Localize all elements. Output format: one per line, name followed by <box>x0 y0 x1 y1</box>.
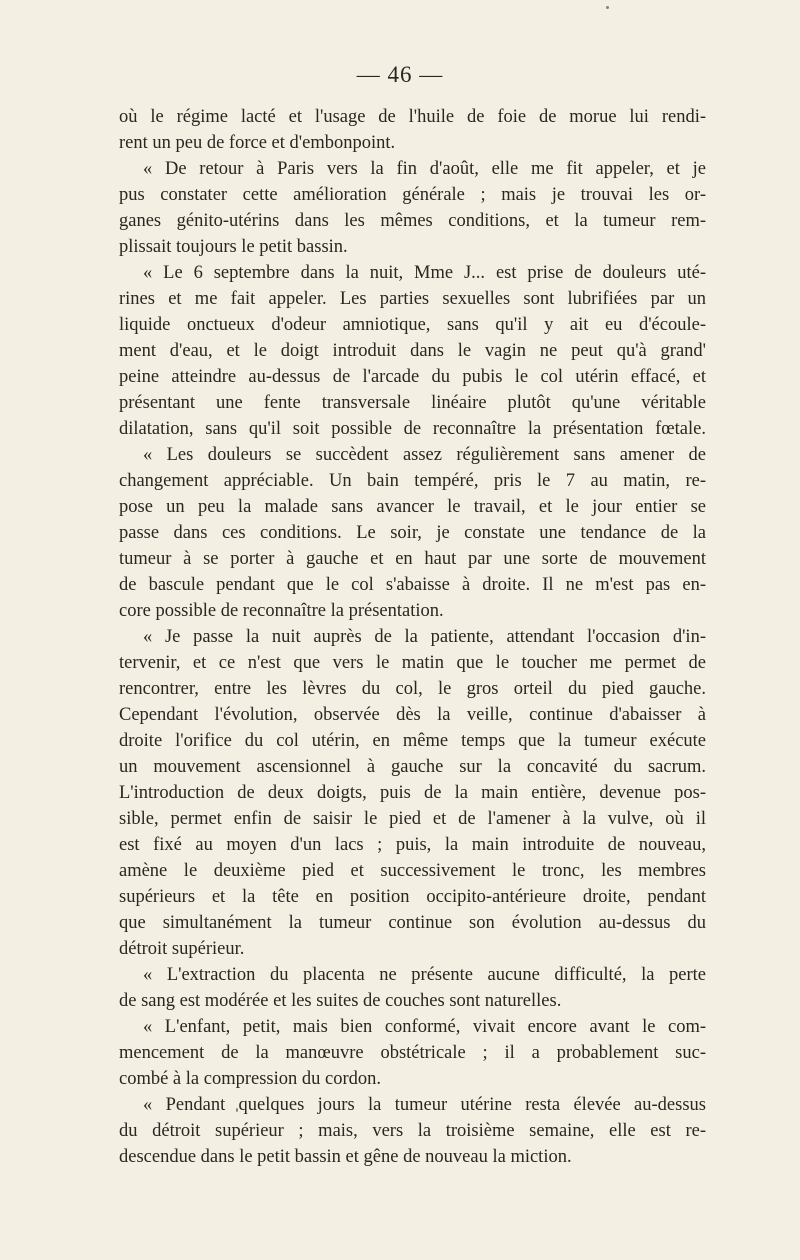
text-line: droite l'orifice du col utérin, en même temps que la tumeur exécute <box>119 731 706 751</box>
text-line: passe dans ces conditions. Le soir, je constate une tendance de la <box>119 523 706 543</box>
text-line: dilatation, sans qu'il soit possible de reconnaître la présentation fœtale. <box>119 419 706 439</box>
text-line: rines et me fait appeler. Les parties sexuelles sont lubrifiées par un <box>119 289 706 309</box>
text-line: ganes génito-utérins dans les mêmes conditions, et la tumeur rem- <box>119 211 706 231</box>
text-line: détroit supérieur. <box>119 939 245 959</box>
text-line: pose un peu la malade sans avancer le travail, et le jour entier se <box>119 497 706 517</box>
text-line: de sang est modérée et les suites de couches sont naturelles. <box>119 991 562 1011</box>
text-line: L'introduction de deux doigts, puis de la main entière, devenue pos- <box>119 783 706 803</box>
text-line: un mouvement ascensionnel à gauche sur la concavité du sacrum. <box>119 757 706 777</box>
text-line: Cependant l'évolution, observée dès la veille, continue d'abaisser à <box>119 705 706 725</box>
text-line: amène le deuxième pied et successivement le tronc, les membres <box>119 861 706 881</box>
text-line: ment d'eau, et le doigt introduit dans le vagin ne peut qu'à grand' <box>119 341 706 361</box>
text-line: core possible de reconnaître la présentation. <box>119 601 444 621</box>
text-line: que simultanément la tumeur continue son évolution au-dessus du <box>119 913 706 933</box>
body-text <box>119 104 706 1170</box>
text-line: de bascule pendant que le col s'abaisse à droite. Il ne m'est pas en- <box>119 575 706 595</box>
paper-speck <box>606 6 609 9</box>
text-line: rent un peu de force et d'embonpoint. <box>119 133 396 153</box>
text-line: est fixé au moyen d'un lacs ; puis, la main introduite de nouveau, <box>119 835 706 855</box>
text-line: liquide onctueux d'odeur amniotique, sans qu'il y ait eu d'écoule- <box>119 315 706 335</box>
text-line: où le régime lacté et l'usage de l'huile de foie de morue lui rendi- <box>119 107 706 127</box>
text-line: « De retour à Paris vers la fin d'août, elle me fit appeler, et je <box>143 159 706 179</box>
text-line: tervenir, et ce n'est que vers le matin que le toucher me permet de <box>119 653 706 673</box>
text-line: « Pendant quelques jours la tumeur utérine resta élevée au-dessus <box>143 1095 706 1115</box>
text-line: tumeur à se porter à gauche et en haut par une sorte de mouvement <box>119 549 706 569</box>
text-line: « Je passe la nuit auprès de la patiente, attendant l'occasion d'in- <box>143 627 706 647</box>
text-line: présentant une fente transversale linéaire plutôt qu'une véritable <box>119 393 706 413</box>
text-line: supérieurs et la tête en position occipito-antérieure droite, pendant <box>119 887 706 907</box>
text-line: combé à la compression du cordon. <box>119 1069 382 1089</box>
text-line: peine atteindre au-dessus de l'arcade du pubis le col utérin effacé, et <box>119 367 706 387</box>
text-line: rencontrer, entre les lèvres du col, le gros orteil du pied gauche. <box>119 679 706 699</box>
text-line: « L'enfant, petit, mais bien conformé, vivait encore avant le com- <box>143 1017 706 1037</box>
text-line: plissait toujours le petit bassin. <box>119 237 348 257</box>
text-line: descendue dans le petit bassin et gêne de nouveau la miction. <box>119 1147 572 1167</box>
text-line: « Les douleurs se succèdent assez régulièrement sans amener de <box>143 445 706 465</box>
text-line: sible, permet enfin de saisir le pied et de l'amener à la vulve, où il <box>119 809 706 829</box>
text-line: changement appréciable. Un bain tempéré, pris le 7 au matin, re- <box>119 471 706 491</box>
page-number: — 46 — <box>356 62 444 87</box>
text-line: « Le 6 septembre dans la nuit, Mme J... est prise de douleurs uté- <box>143 263 706 283</box>
text-line: mencement de la manœuvre obstétricale ; il a probablement suc- <box>119 1043 706 1063</box>
text-line: « L'extraction du placenta ne présente aucune difficulté, la perte <box>143 965 706 985</box>
text-line: pus constater cette amélioration générale ; mais je trouvai les or- <box>119 185 706 205</box>
text-line: du détroit supérieur ; mais, vers la troisième semaine, elle est re- <box>119 1121 706 1141</box>
